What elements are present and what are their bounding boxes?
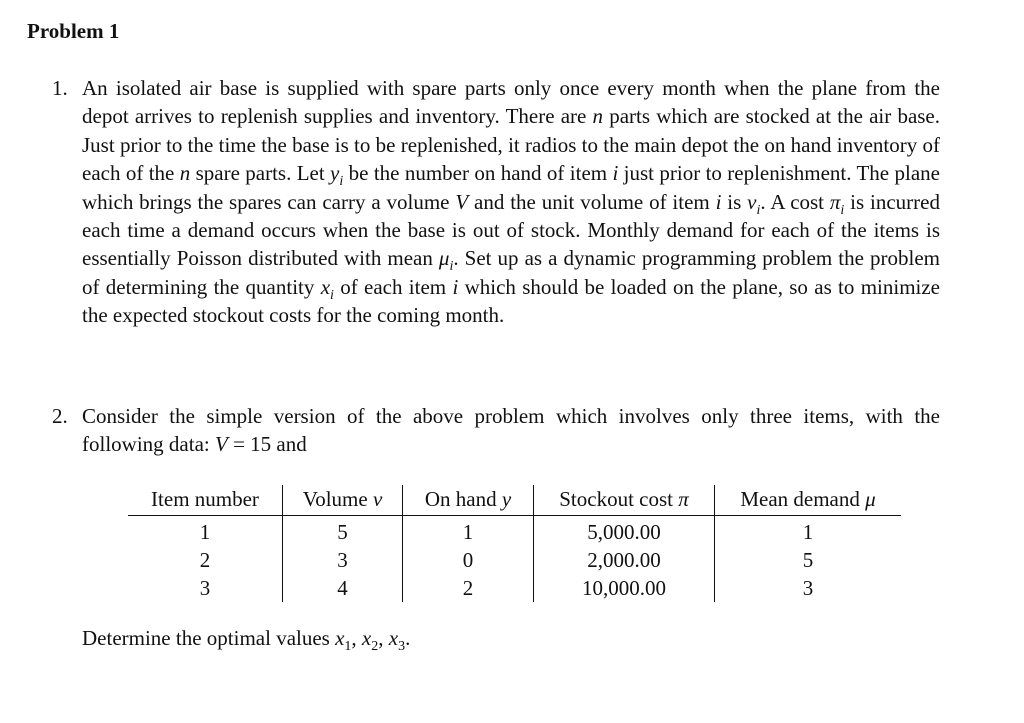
item-text	[82, 74, 940, 330]
table-row	[128, 546, 901, 574]
math-variable	[215, 432, 228, 456]
text-run: be the number on hand of item	[343, 161, 613, 186]
math-symbol: μ	[438, 246, 450, 271]
math-symbol: V	[214, 432, 228, 457]
math-variable	[361, 626, 379, 655]
text-run: which should be loaded on the plane, so as to minimize the expected stockout costs for the coming month.	[82, 274, 941, 328]
math-symbol: v	[747, 189, 757, 214]
text-run: spare parts. Let	[190, 161, 331, 186]
text-run: is incurred each time a demand occurs when the base is out of stock. Monthly demand for each of the items is essentially Poisson distributed with mean	[82, 189, 940, 271]
math-symbol: i	[715, 189, 722, 214]
math-variable	[388, 626, 406, 655]
math-symbol: n	[592, 104, 604, 129]
math-subscript: i	[339, 174, 344, 190]
table-cell: 1	[403, 516, 534, 547]
table-cell: 1	[199, 520, 211, 544]
math-symbol: x	[320, 274, 331, 299]
text-run: and the unit volume of item	[468, 189, 716, 214]
column-header	[534, 485, 715, 516]
text-run: ,	[351, 626, 362, 650]
table-cell: 0	[403, 546, 534, 574]
problem-item-2	[52, 402, 940, 459]
math-symbol: π	[678, 487, 689, 511]
table-cell: 4	[283, 574, 403, 602]
problem-item-1	[52, 74, 940, 330]
text-run: = 15 and	[227, 432, 307, 457]
math-variable	[320, 274, 334, 304]
math-symbol: i	[612, 161, 619, 186]
table-cell: 5,000.00	[534, 516, 715, 547]
text-run: Consider the simple version of the above problem which involves only three items, with the following data:	[82, 404, 940, 457]
math-symbol: i	[452, 274, 459, 299]
column-header	[128, 485, 283, 516]
math-variable	[180, 161, 191, 185]
text-run: . Set up as a dynamic programming problem the problem of determining the quantity	[82, 246, 941, 299]
item-number: 2.	[52, 404, 68, 428]
math-symbol: x	[335, 626, 345, 650]
math-symbol: y	[501, 487, 512, 511]
math-subscript: i	[840, 202, 845, 218]
math-symbol: V	[455, 189, 469, 214]
column-header	[715, 485, 902, 516]
table-cell: 2,000.00	[534, 546, 715, 574]
text-run: of each item	[333, 274, 453, 299]
item-text	[82, 402, 940, 459]
text-run: parts which are stocked at the air base. Just prior to the time the base is to be replenished, it radios to the main depot the on hand inventory of each of the	[82, 104, 941, 186]
table-row	[128, 574, 901, 602]
column-header-label: On hand	[424, 487, 502, 511]
math-subscript: 1	[344, 639, 352, 655]
item-number: 1.	[52, 76, 68, 100]
math-variable	[330, 161, 344, 190]
text-run: Determine the optimal values	[82, 626, 336, 650]
column-header	[283, 485, 403, 516]
text-run: just prior to replenishment. The plane which brings the spares can carry a volume	[82, 161, 940, 214]
problem-title: Problem 1	[27, 19, 120, 43]
table-cell: 5	[283, 516, 403, 547]
math-symbol: n	[179, 161, 191, 186]
math-symbol: y	[330, 161, 340, 186]
column-header-label: Stockout cost	[559, 487, 679, 511]
column-header	[403, 485, 534, 516]
table-cell: 10,000.00	[534, 574, 715, 602]
math-variable	[438, 246, 454, 275]
table-cell: 3	[283, 546, 403, 574]
table-cell: 3	[199, 576, 211, 600]
column-header-label: Item number	[151, 487, 259, 511]
column-header-label: Volume	[302, 487, 373, 511]
math-subscript: i	[756, 202, 761, 218]
table-body	[128, 516, 901, 603]
math-variable	[335, 626, 352, 655]
math-subscript: 2	[371, 639, 379, 655]
math-symbol: x	[388, 626, 399, 650]
text-run: An isolated air base is supplied with spare parts only once every month when the plane from the depot arrives to replenish supplies and inventory. There are	[82, 76, 940, 129]
math-symbol: x	[361, 626, 372, 650]
table-cell: 1	[715, 516, 902, 547]
math-variable	[747, 189, 761, 218]
table-cell: 2	[403, 574, 534, 602]
table-header-row	[128, 485, 901, 516]
table-cell: 3	[715, 574, 902, 602]
table-row	[128, 516, 901, 547]
table-cell: 5	[715, 546, 902, 574]
text-run: ,	[378, 626, 389, 650]
math-subscript: i	[330, 288, 334, 304]
math-variable	[829, 189, 845, 218]
math-symbol: μ	[865, 487, 876, 511]
determine-instruction	[82, 626, 411, 655]
math-symbol: π	[829, 189, 841, 214]
text-run: .	[405, 626, 411, 650]
math-variable	[593, 104, 604, 128]
text-run: . A cost	[760, 189, 830, 214]
data-table	[128, 485, 901, 602]
math-subscript: i	[449, 259, 454, 275]
column-header-label: Mean demand	[740, 487, 866, 511]
math-variable	[455, 190, 468, 214]
math-symbol: v	[372, 487, 383, 511]
text-run: is	[721, 189, 748, 214]
math-subscript: 3	[398, 639, 406, 655]
table-cell: 2	[199, 548, 211, 572]
